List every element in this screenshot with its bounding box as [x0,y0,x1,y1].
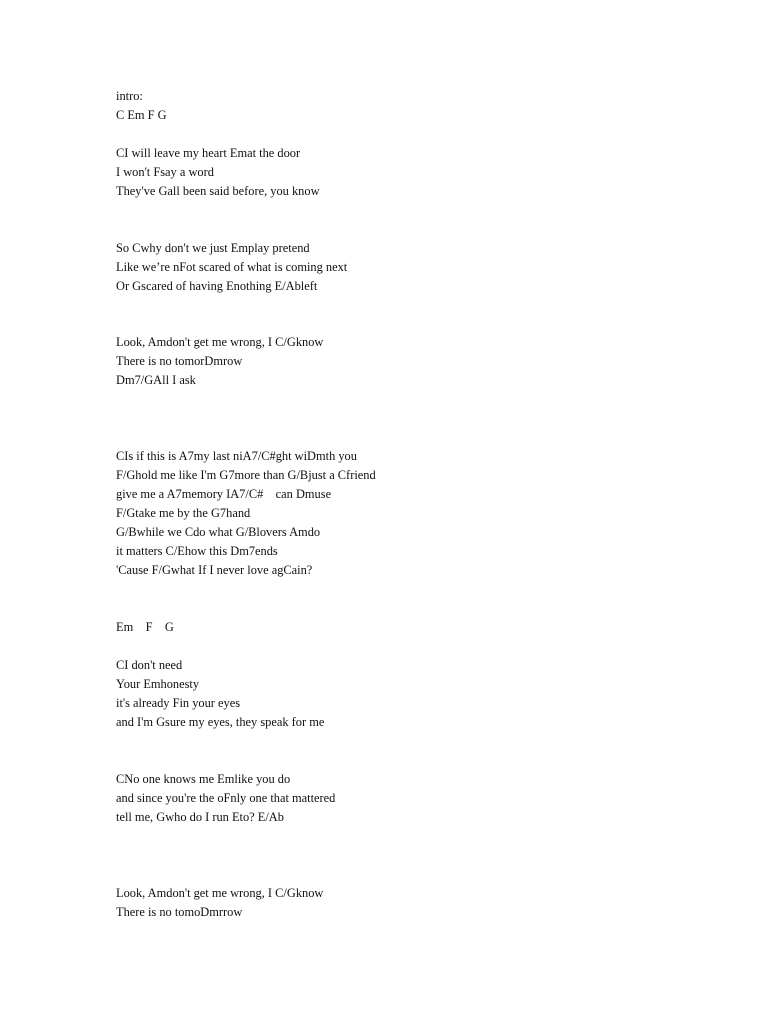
text-line: F/Gtake me by the G7hand [116,506,251,520]
text-line: CI don't need [116,658,183,672]
text-line: So Cwhy don't we just Emplay pretend [116,241,310,255]
text-line: CIs if this is A7my last niA7/C#ght wiDmth you [116,449,357,463]
text-line: CNo one knows me Emlike you do [116,772,291,786]
text-line: 'Cause F/Gwhat If I never love agCain? [116,563,313,577]
text-line: Look, Amdon't get me wrong, I C/Gknow [116,335,324,349]
text-line: Em F G [116,620,174,634]
text-line: Or Gscared of having Enothing E/Ableft [116,279,318,293]
text-line: CI will leave my heart Emat the door [116,146,301,160]
text-line: and I'm Gsure my eyes, they speak for me [116,715,325,729]
text-line: give me a A7memory IA7/C# can Dmuse [116,487,332,501]
text-line: and since you're the oFnly one that mattered [116,791,336,805]
text-line: Look, Amdon't get me wrong, I C/Gknow [116,886,324,900]
text-line: There is no tomoDmrrow [116,905,243,919]
text-line: C Em F G [116,108,167,122]
text-line: it matters C/Ehow this Dm7ends [116,544,278,558]
text-line: it's already Fin your eyes [116,696,241,710]
text-line: Dm7/GAll I ask [116,373,196,387]
text-line: They've Gall been said before, you know [116,184,320,198]
text-line: F/Ghold me like I'm G7more than G/Bjust a Cfriend [116,468,376,482]
text-line: I won't Fsay a word [116,165,214,179]
text-line: tell me, Gwho do I run Eto? E/Ab [116,810,284,824]
text-line: G/Bwhile we Cdo what G/Blovers Amdo [116,525,321,539]
text-line: Your Emhonesty [116,677,200,691]
text-line: Like we’re nFot scared of what is coming next [116,260,348,274]
text-line: There is no tomorDmrow [116,354,243,368]
text-line: intro: [116,89,143,103]
